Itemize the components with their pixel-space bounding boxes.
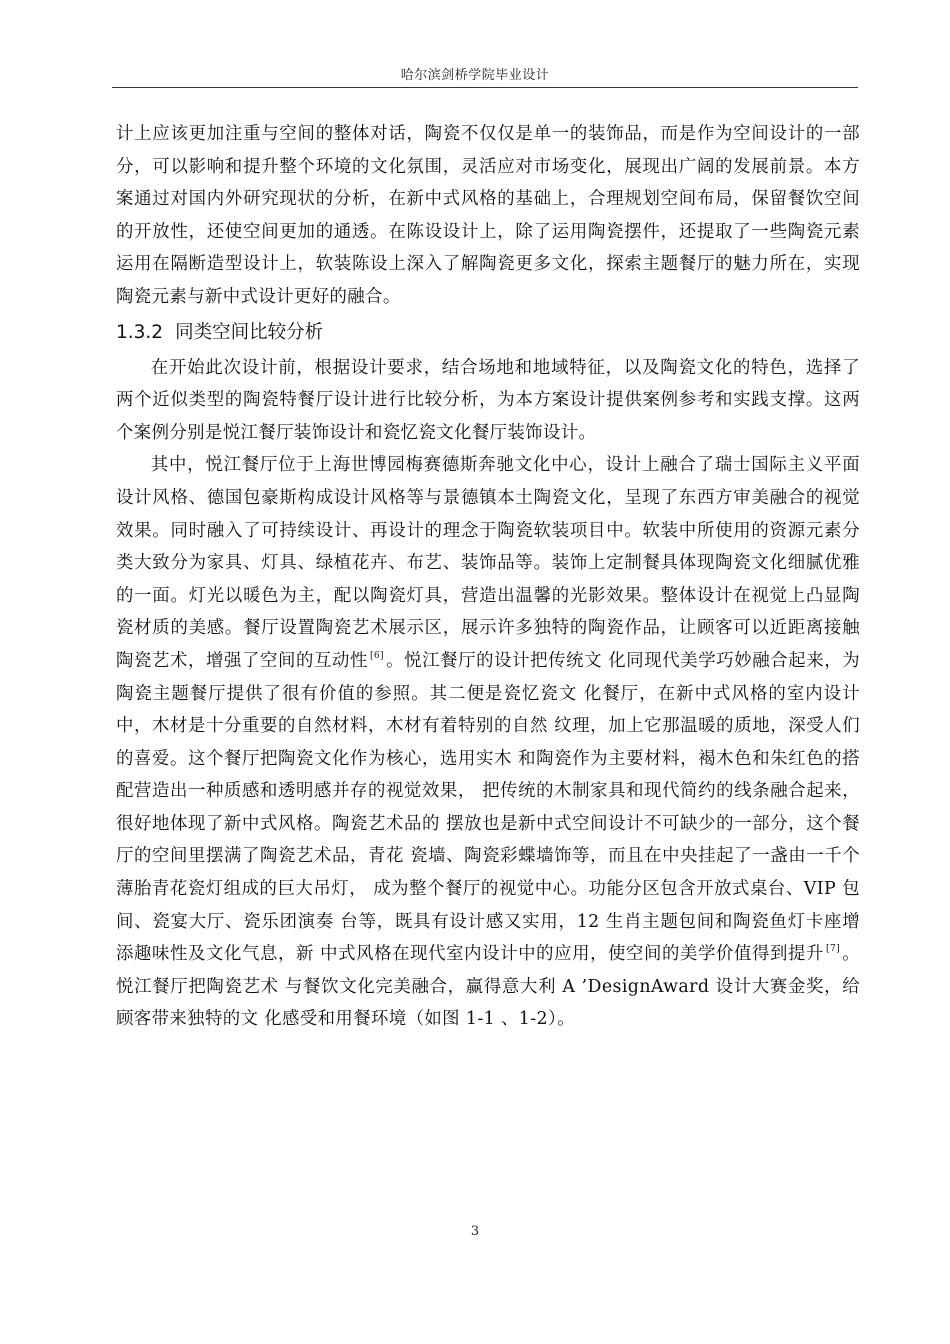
section-number: 1.3.2 [116, 321, 164, 343]
section-heading [116, 317, 860, 349]
paragraph-text-part-1: 其中，悦江餐厅位于上海世博园梅赛德斯奔驰文化中心，设计上融合了瑞士国际主义平面设计风格、德国包豪斯构成设计风格等与景德镇本土陶瓷文化，呈现了东西方审美融合的视觉效果。同时融入了可持续设计、再设计的理念于陶瓷软装项目中。软装中所使用的资源元素分类大致分为家具、灯具、绿植花卉、布艺、装饰品等。装饰上定制餐具体现陶瓷文化细腻优雅的一面。灯光以暖色为主，配以陶瓷灯具，营造出温馨的光影效果。整体设计在视觉上凸显陶瓷材质的美感。餐厅设置陶瓷艺术展示区，展示许多独特的陶瓷作品，让顾客可以近距离接触陶瓷艺术，增强了空间的互动性 [116, 455, 860, 671]
running-header: 哈尔滨剑桥学院毕业设计 [400, 68, 550, 83]
body-text [116, 118, 860, 1036]
paragraph-intro: 在开始此次设计前，根据设计要求，结合场地和地域特征，以及陶瓷文化的特色，选择了两个近似类型的陶瓷特餐厅设计进行比较分析，为本方案设计提供案例参考和实践支撑。这两个案例分别是悦江餐厅装饰设计和瓷忆瓷文化餐厅装饰设计。 [116, 357, 860, 443]
citation-6: [6] [369, 650, 384, 661]
header-divider [112, 87, 858, 88]
paragraph-continuation: 计上应该更加注重与空间的整体对话，陶瓷不仅仅是单一的装饰品，而是作为空间设计的一部分，可以影响和提升整个环境的文化氛围，灵活应对市场变化，展现出广阔的发展前景。本方案通过对国内外研究现状的分析，在新中式风格的基础上，合理规划空间布局，保留餐饮空间的开放性，还使空间更加的通透。在陈设设计上，除了运用陶瓷摆件，还提取了一些陶瓷元素运用在隔断造型设计上，软装陈设上深入了解陶瓷更多文化，探索主题餐厅的魅力所在，实现陶瓷元素与新中式设计更好的融合。 [116, 124, 860, 307]
section-title: 同类空间比较分析 [175, 321, 324, 343]
paragraph-text-part-2: 。悦江餐厅的设计把传统文 化同现代美学巧妙融合起来，为陶瓷主题餐厅提供了很有价值的参照。其二便是瓷忆瓷文 化餐厅，在新中式风格的室内设计中，木材是十分重要的自然材料，木材有着特别的自然 纹理，加上它那温暖的质地，深受人们的喜爱。这个餐厅把陶瓷文化作为核心，选用实木 和陶瓷作为主要材料，褐木色和朱红色的搭配营造出一种质感和透明感并存的视觉效果， 把传统的木制家具和现代简约的线条融合起来，很好地体现了新中式风格。陶瓷艺术品的 摆放也是新中式空间设计不可缺少的一部分，这个餐厅的空间里摆满了陶瓷艺术品，青花 瓷墙、陶瓷彩蝶墙饰等，而且在中央挂起了一盏由一千个薄胎青花瓷灯组成的巨大吊灯， 成为整个餐厅的视觉中心。功能分区包含开放式桌台、VIP 包间、瓷宴大厅、瓷乐团演奏 台等，既具有设计感又实用，12 生肖主题包间和陶瓷鱼灯卡座增添趣味性及文化气息，新 中式风格在现代室内设计中的应用，使空间的美学价值得到提升 [116, 650, 860, 965]
paragraph-text-part-3: 。悦江餐厅把陶瓷艺术 与餐饮文化完美融合，赢得意大利 A ’DesignAward 设计大赛金奖，给顾客带来独特的文 化感受和用餐环境（如图 1-1 、1-2）。 [116, 944, 860, 1030]
page-number: 3 [470, 1224, 480, 1239]
citation-7: [7] [826, 944, 840, 955]
paragraph-case-comparison [116, 449, 860, 1036]
